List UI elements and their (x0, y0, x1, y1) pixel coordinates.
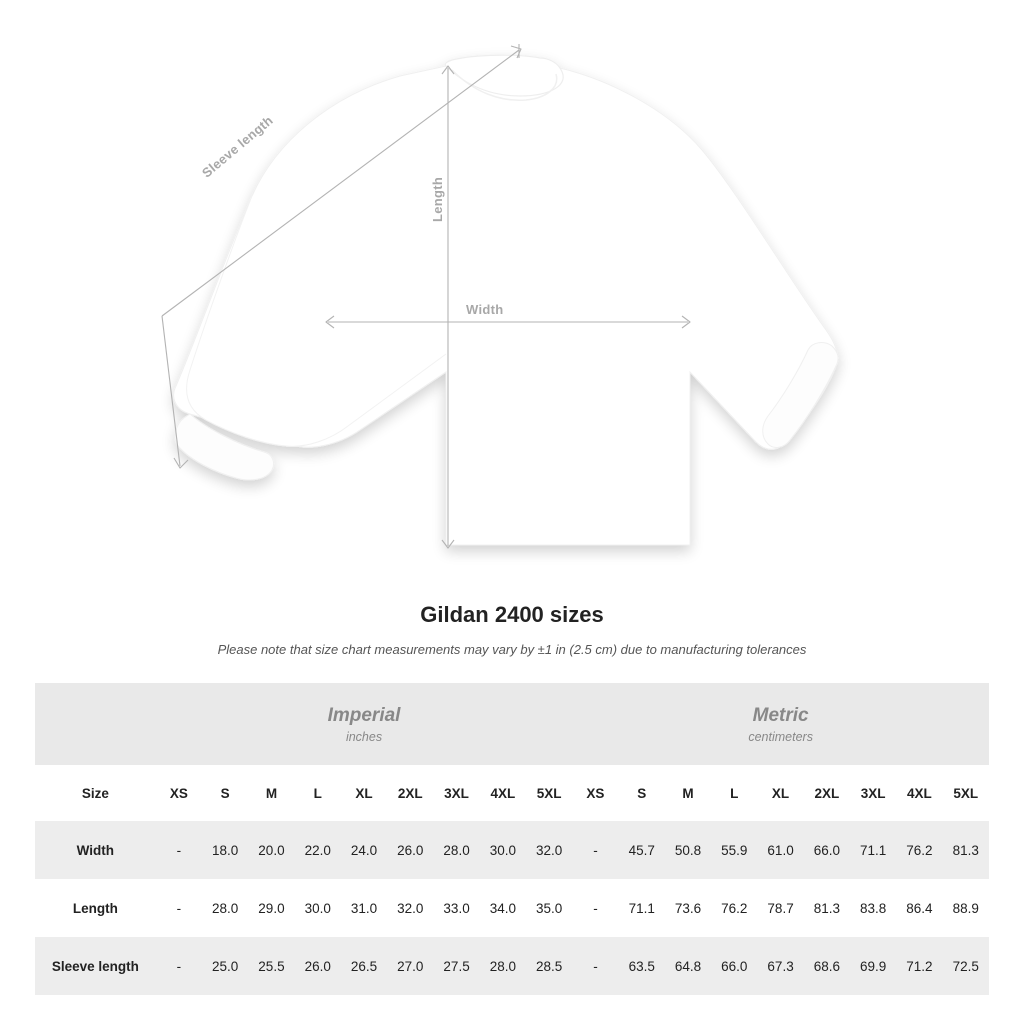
cell-width-metric-5xl: 81.3 (943, 821, 989, 879)
cell-length-imperial-xs: - (156, 879, 202, 937)
size-header-metric-3xl: 3XL (850, 765, 896, 821)
size-header-metric-4xl: 4XL (896, 765, 942, 821)
cell-length-metric-m: 73.6 (665, 879, 711, 937)
cell-width-imperial-m: 20.0 (248, 821, 294, 879)
cell-length-metric-xs: - (572, 879, 618, 937)
cell-length-metric-l: 76.2 (711, 879, 757, 937)
cell-sleeve-metric-l: 66.0 (711, 937, 757, 995)
cell-length-metric-3xl: 83.8 (850, 879, 896, 937)
cell-sleeve-metric-5xl: 72.5 (943, 937, 989, 995)
tolerance-note: Please note that size chart measurements may vary by ±1 in (2.5 cm) due to manufacturing tolerances (217, 642, 807, 657)
imperial-subtitle: inches (345, 729, 383, 744)
cell-width-metric-m: 50.8 (665, 821, 711, 879)
size-chart-table (35, 683, 989, 995)
cell-width-imperial-4xl: 30.0 (480, 821, 526, 879)
cell-length-metric-4xl: 86.4 (896, 879, 942, 937)
cell-width-imperial-3xl: 28.0 (433, 821, 479, 879)
group-header-empty-cell (35, 683, 156, 765)
cell-sleeve-imperial-l: 26.0 (295, 937, 341, 995)
table-row (35, 821, 989, 879)
size-column-label: Size (35, 765, 156, 821)
table-row (35, 937, 989, 995)
size-header-row (35, 765, 989, 821)
size-header-imperial-xl: XL (341, 765, 387, 821)
imperial-group-header (156, 683, 573, 765)
size-header-metric-s: S (619, 765, 665, 821)
table-row (35, 879, 989, 937)
length-dimension-label: Length (430, 176, 445, 222)
cell-width-imperial-s: 18.0 (202, 821, 248, 879)
cell-width-metric-2xl: 66.0 (804, 821, 850, 879)
metric-group-header (572, 683, 989, 765)
size-header-imperial-2xl: 2XL (387, 765, 433, 821)
size-header-metric-xs: XS (572, 765, 618, 821)
cell-sleeve-imperial-m: 25.5 (248, 937, 294, 995)
size-header-imperial-5xl: 5XL (526, 765, 572, 821)
unit-group-header-row (35, 683, 989, 765)
chart-header (0, 602, 1024, 657)
size-header-metric-5xl: 5XL (943, 765, 989, 821)
cell-sleeve-imperial-5xl: 28.5 (526, 937, 572, 995)
cell-sleeve-imperial-xs: - (156, 937, 202, 995)
cell-length-imperial-l: 30.0 (295, 879, 341, 937)
cell-length-imperial-5xl: 35.0 (526, 879, 572, 937)
cell-width-imperial-xs: - (156, 821, 202, 879)
cell-length-imperial-3xl: 33.0 (433, 879, 479, 937)
cell-length-imperial-2xl: 32.0 (387, 879, 433, 937)
size-header-imperial-m: M (248, 765, 294, 821)
row-label-width: Width (35, 821, 156, 879)
cell-sleeve-imperial-xl: 26.5 (341, 937, 387, 995)
cell-length-imperial-s: 28.0 (202, 879, 248, 937)
size-header-metric-m: M (665, 765, 711, 821)
size-header-imperial-s: S (202, 765, 248, 821)
size-header-metric-l: L (711, 765, 757, 821)
cell-width-metric-3xl: 71.1 (850, 821, 896, 879)
size-header-metric-2xl: 2XL (804, 765, 850, 821)
imperial-title: Imperial (327, 705, 401, 727)
cell-sleeve-imperial-s: 25.0 (202, 937, 248, 995)
cell-length-imperial-m: 29.0 (248, 879, 294, 937)
cell-sleeve-metric-3xl: 69.9 (850, 937, 896, 995)
cell-width-imperial-5xl: 32.0 (526, 821, 572, 879)
cell-length-metric-5xl: 88.9 (943, 879, 989, 937)
cell-width-metric-xs: - (572, 821, 618, 879)
size-header-imperial-l: L (295, 765, 341, 821)
cell-sleeve-metric-4xl: 71.2 (896, 937, 942, 995)
row-label-length: Length (35, 879, 156, 937)
cell-width-metric-s: 45.7 (619, 821, 665, 879)
cell-sleeve-metric-xl: 67.3 (757, 937, 803, 995)
size-header-imperial-3xl: 3XL (433, 765, 479, 821)
size-chart-table-wrapper (35, 683, 989, 995)
cell-length-metric-2xl: 81.3 (804, 879, 850, 937)
cell-sleeve-metric-2xl: 68.6 (804, 937, 850, 995)
cell-sleeve-imperial-2xl: 27.0 (387, 937, 433, 995)
row-label-sleeve-length: Sleeve length (35, 937, 156, 995)
cell-length-imperial-4xl: 34.0 (480, 879, 526, 937)
cell-width-metric-4xl: 76.2 (896, 821, 942, 879)
cell-sleeve-metric-s: 63.5 (619, 937, 665, 995)
cell-length-imperial-xl: 31.0 (341, 879, 387, 937)
cell-width-imperial-l: 22.0 (295, 821, 341, 879)
width-dimension-label: Width (466, 302, 504, 317)
sleeve-length-dimension-label: Sleeve length (199, 112, 276, 181)
cell-length-metric-s: 71.1 (619, 879, 665, 937)
cell-width-imperial-2xl: 26.0 (387, 821, 433, 879)
size-header-imperial-xs: XS (156, 765, 202, 821)
cell-sleeve-metric-m: 64.8 (665, 937, 711, 995)
cell-sleeve-imperial-3xl: 27.5 (433, 937, 479, 995)
cell-width-metric-xl: 61.0 (757, 821, 803, 879)
metric-subtitle: centimeters (748, 729, 813, 744)
page-title: Gildan 2400 sizes (420, 602, 604, 627)
cell-length-metric-xl: 78.7 (757, 879, 803, 937)
cell-sleeve-metric-xs: - (572, 937, 618, 995)
cell-width-metric-l: 55.9 (711, 821, 757, 879)
metric-title: Metric (752, 705, 809, 727)
cell-sleeve-imperial-4xl: 28.0 (480, 937, 526, 995)
cell-width-imperial-xl: 24.0 (341, 821, 387, 879)
size-header-metric-xl: XL (757, 765, 803, 821)
size-header-imperial-4xl: 4XL (480, 765, 526, 821)
